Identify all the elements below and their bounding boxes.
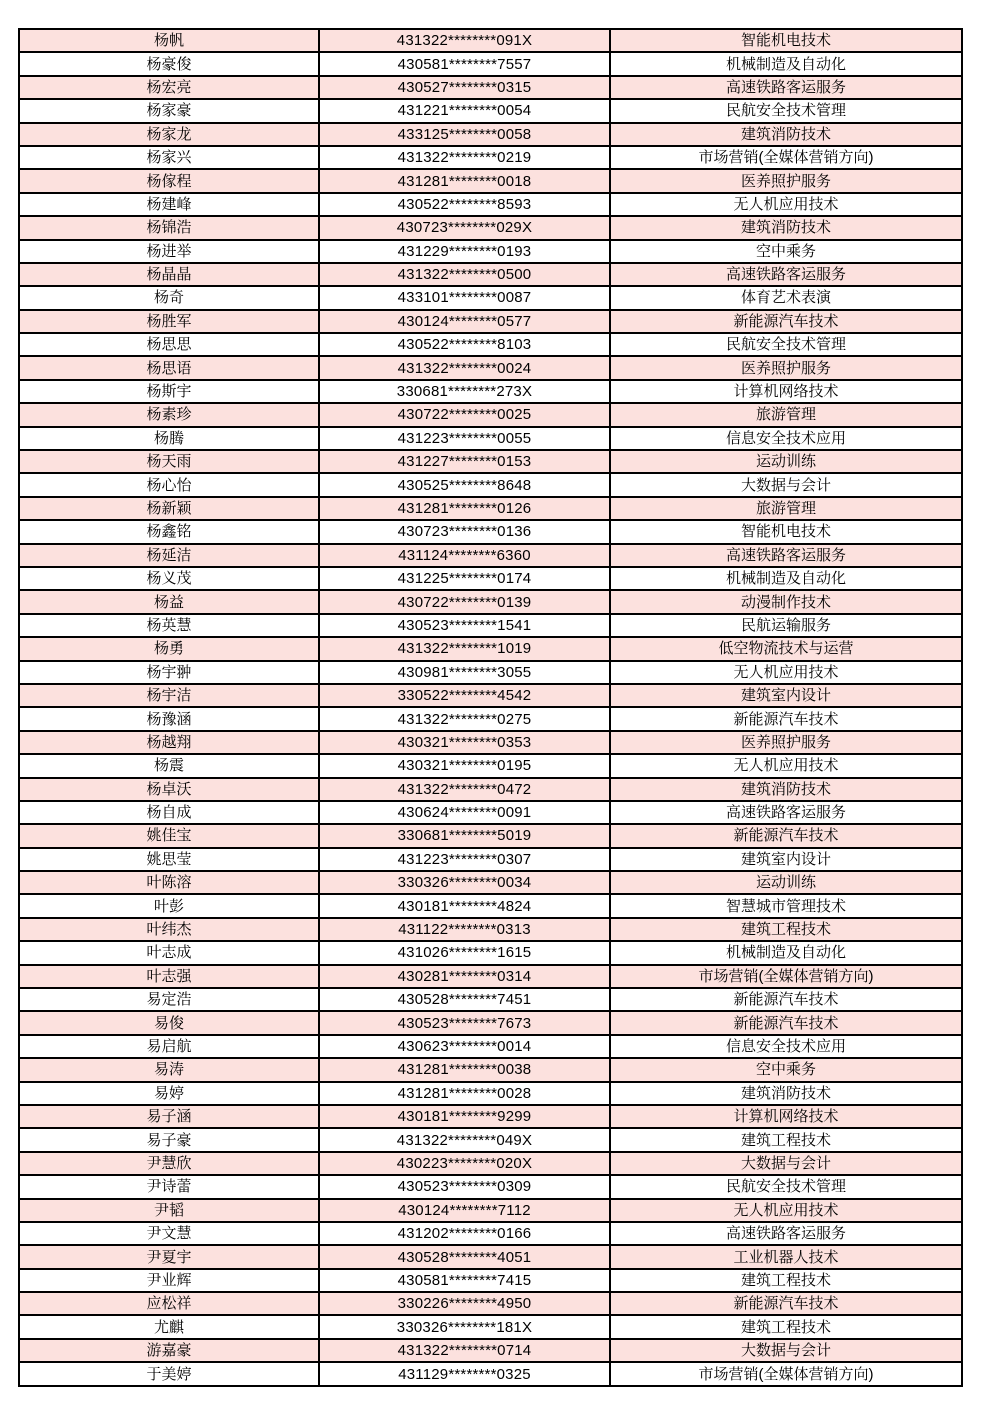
student-name-cell: 叶志强: [19, 965, 319, 988]
student-name-cell: 杨锦浩: [19, 216, 319, 239]
student-id-cell: 430581********7415: [319, 1269, 610, 1292]
student-id-cell: 330522********4542: [319, 684, 610, 707]
table-row: [19, 1222, 962, 1245]
student-name-cell: 杨思语: [19, 356, 319, 379]
student-name-cell: 杨思思: [19, 333, 319, 356]
student-id-cell: 430223********020X: [319, 1152, 610, 1175]
student-name-cell: 叶陈溶: [19, 871, 319, 894]
student-major-cell: 信息安全技术应用: [610, 1035, 962, 1058]
student-id-cell: 430523********1541: [319, 614, 610, 637]
student-major-cell: 计算机网络技术: [610, 380, 962, 403]
student-major-cell: 建筑工程技术: [610, 918, 962, 941]
student-major-cell: 建筑工程技术: [610, 1269, 962, 1292]
table-row: [19, 473, 962, 496]
student-id-cell: 433125********0058: [319, 123, 610, 146]
student-id-cell: 431229********0193: [319, 240, 610, 263]
student-name-cell: 尹夏宇: [19, 1245, 319, 1268]
table-row: [19, 520, 962, 543]
student-id-cell: 431322********091X: [319, 29, 610, 52]
table-row: [19, 356, 962, 379]
student-name-cell: 杨家豪: [19, 99, 319, 122]
student-name-cell: 杨义茂: [19, 567, 319, 590]
table-row: [19, 146, 962, 169]
student-id-cell: 330226********4950: [319, 1292, 610, 1315]
student-major-cell: 大数据与会计: [610, 1152, 962, 1175]
student-id-cell: 430181********4824: [319, 894, 610, 917]
student-major-cell: 旅游管理: [610, 497, 962, 520]
student-major-cell: 大数据与会计: [610, 473, 962, 496]
student-id-cell: 430722********0025: [319, 403, 610, 426]
student-id-cell: 430624********0091: [319, 801, 610, 824]
student-id-cell: 430281********0314: [319, 965, 610, 988]
student-name-cell: 杨宇洁: [19, 684, 319, 707]
student-major-cell: 智能机电技术: [610, 520, 962, 543]
table-row: [19, 965, 962, 988]
table-row: [19, 1152, 962, 1175]
table-row: [19, 1011, 962, 1034]
student-major-cell: 建筑室内设计: [610, 848, 962, 871]
student-id-cell: 330326********0034: [319, 871, 610, 894]
student-name-cell: 杨腾: [19, 427, 319, 450]
table-row: [19, 707, 962, 730]
student-name-cell: 杨延洁: [19, 544, 319, 567]
table-row: [19, 754, 962, 777]
student-id-cell: 430723********0136: [319, 520, 610, 543]
student-id-cell: 430522********8593: [319, 193, 610, 216]
table-row: [19, 286, 962, 309]
student-id-cell: 430525********8648: [319, 473, 610, 496]
student-major-cell: 建筑室内设计: [610, 684, 962, 707]
student-major-cell: 民航安全技术管理: [610, 99, 962, 122]
student-major-cell: 空中乘务: [610, 240, 962, 263]
student-major-cell: 新能源汽车技术: [610, 310, 962, 333]
student-id-cell: 430321********0195: [319, 754, 610, 777]
student-name-cell: 易涛: [19, 1058, 319, 1081]
student-name-cell: 叶志成: [19, 941, 319, 964]
table-row: [19, 544, 962, 567]
student-name-cell: 杨奇: [19, 286, 319, 309]
student-id-cell: 431322********0500: [319, 263, 610, 286]
student-name-cell: 于美婷: [19, 1362, 319, 1386]
student-major-cell: 工业机器人技术: [610, 1245, 962, 1268]
student-major-cell: 高速铁路客运服务: [610, 76, 962, 99]
student-major-cell: 新能源汽车技术: [610, 707, 962, 730]
student-id-cell: 431122********0313: [319, 918, 610, 941]
student-name-cell: 尹韬: [19, 1199, 319, 1222]
student-id-cell: 430523********7673: [319, 1011, 610, 1034]
student-major-cell: 无人机应用技术: [610, 1199, 962, 1222]
student-id-cell: 431322********0714: [319, 1339, 610, 1362]
student-major-cell: 智慧城市管理技术: [610, 894, 962, 917]
student-major-cell: 医养照护服务: [610, 356, 962, 379]
student-name-cell: 易婷: [19, 1082, 319, 1105]
student-id-cell: 430181********9299: [319, 1105, 610, 1128]
student-major-cell: 新能源汽车技术: [610, 988, 962, 1011]
student-name-cell: 尤麒: [19, 1315, 319, 1338]
student-major-cell: 机械制造及自动化: [610, 941, 962, 964]
student-id-cell: 330326********181X: [319, 1315, 610, 1338]
student-major-cell: 建筑消防技术: [610, 216, 962, 239]
student-major-cell: 无人机应用技术: [610, 661, 962, 684]
student-id-cell: 430523********0309: [319, 1175, 610, 1198]
table-row: [19, 801, 962, 824]
student-major-cell: 市场营销(全媒体营销方向): [610, 146, 962, 169]
student-id-cell: 431221********0054: [319, 99, 610, 122]
student-id-cell: 431026********1615: [319, 941, 610, 964]
table-row: [19, 637, 962, 660]
student-major-cell: 空中乘务: [610, 1058, 962, 1081]
student-name-cell: 应松祥: [19, 1292, 319, 1315]
student-id-cell: 430522********8103: [319, 333, 610, 356]
table-row: [19, 567, 962, 590]
student-major-cell: 低空物流技术与运营: [610, 637, 962, 660]
table-row: [19, 871, 962, 894]
table-row: [19, 848, 962, 871]
student-id-cell: 431322********0219: [319, 146, 610, 169]
table-row: [19, 169, 962, 192]
student-major-cell: 高速铁路客运服务: [610, 1222, 962, 1245]
table-row: [19, 1058, 962, 1081]
table-row: [19, 941, 962, 964]
table-row: [19, 614, 962, 637]
student-name-cell: 杨傢程: [19, 169, 319, 192]
student-major-cell: 建筑消防技术: [610, 778, 962, 801]
student-id-cell: 430623********0014: [319, 1035, 610, 1058]
student-id-cell: 330681********5019: [319, 824, 610, 847]
student-id-cell: 431281********0018: [319, 169, 610, 192]
table-row: [19, 193, 962, 216]
student-id-cell: 430581********7557: [319, 52, 610, 75]
student-name-cell: 尹业辉: [19, 1269, 319, 1292]
student-id-cell: 330681********273X: [319, 380, 610, 403]
student-id-cell: 430321********0353: [319, 731, 610, 754]
student-name-cell: 尹文慧: [19, 1222, 319, 1245]
table-row: [19, 1269, 962, 1292]
student-name-cell: 叶彭: [19, 894, 319, 917]
table-row: [19, 240, 962, 263]
student-id-cell: 430124********7112: [319, 1199, 610, 1222]
student-name-cell: 杨帆: [19, 29, 319, 52]
student-id-cell: 431124********6360: [319, 544, 610, 567]
student-id-cell: 431322********0472: [319, 778, 610, 801]
student-major-cell: 体育艺术表演: [610, 286, 962, 309]
student-id-cell: 431223********0055: [319, 427, 610, 450]
table-row: [19, 427, 962, 450]
student-major-cell: 动漫制作技术: [610, 590, 962, 613]
student-name-cell: 叶纬杰: [19, 918, 319, 941]
student-id-cell: 431322********0275: [319, 707, 610, 730]
table-row: [19, 824, 962, 847]
student-id-cell: 430723********029X: [319, 216, 610, 239]
student-major-cell: 市场营销(全媒体营销方向): [610, 965, 962, 988]
student-name-cell: 杨斯宇: [19, 380, 319, 403]
student-major-cell: 信息安全技术应用: [610, 427, 962, 450]
student-name-cell: 杨震: [19, 754, 319, 777]
student-major-cell: 民航安全技术管理: [610, 333, 962, 356]
student-id-cell: 430722********0139: [319, 590, 610, 613]
student-id-cell: 431281********0126: [319, 497, 610, 520]
student-name-cell: 杨豪俊: [19, 52, 319, 75]
table-row: [19, 1199, 962, 1222]
student-name-cell: 杨宇翀: [19, 661, 319, 684]
student-name-cell: 杨豫涵: [19, 707, 319, 730]
table-row: [19, 661, 962, 684]
student-name-cell: 姚思莹: [19, 848, 319, 871]
student-id-cell: 431202********0166: [319, 1222, 610, 1245]
student-name-cell: 杨宏亮: [19, 76, 319, 99]
student-major-cell: 计算机网络技术: [610, 1105, 962, 1128]
student-major-cell: 建筑工程技术: [610, 1128, 962, 1151]
table-row: [19, 52, 962, 75]
student-id-cell: 433101********0087: [319, 286, 610, 309]
student-name-cell: 易子豪: [19, 1128, 319, 1151]
table-row: [19, 76, 962, 99]
table-row: [19, 1245, 962, 1268]
student-id-cell: 430528********7451: [319, 988, 610, 1011]
student-major-cell: 建筑消防技术: [610, 1082, 962, 1105]
student-id-cell: 431322********049X: [319, 1128, 610, 1151]
student-major-cell: 旅游管理: [610, 403, 962, 426]
student-name-cell: 杨素珍: [19, 403, 319, 426]
student-major-cell: 医养照护服务: [610, 731, 962, 754]
student-major-cell: 市场营销(全媒体营销方向): [610, 1362, 962, 1386]
student-name-cell: 杨越翔: [19, 731, 319, 754]
student-name-cell: 杨新颖: [19, 497, 319, 520]
student-major-cell: 运动训练: [610, 450, 962, 473]
table-row: [19, 1082, 962, 1105]
student-name-cell: 杨心怡: [19, 473, 319, 496]
student-major-cell: 机械制造及自动化: [610, 567, 962, 590]
student-name-cell: 尹诗蕾: [19, 1175, 319, 1198]
student-name-cell: 杨晶晶: [19, 263, 319, 286]
table-row: [19, 1292, 962, 1315]
table-body: [19, 29, 962, 1386]
table-row: [19, 1035, 962, 1058]
table-row: [19, 216, 962, 239]
student-id-cell: 430527********0315: [319, 76, 610, 99]
student-name-cell: 杨家龙: [19, 123, 319, 146]
student-name-cell: 杨卓沃: [19, 778, 319, 801]
student-major-cell: 新能源汽车技术: [610, 824, 962, 847]
student-name-cell: 杨自成: [19, 801, 319, 824]
student-major-cell: 智能机电技术: [610, 29, 962, 52]
table-row: [19, 1339, 962, 1362]
student-name-cell: 易定浩: [19, 988, 319, 1011]
student-major-cell: 高速铁路客运服务: [610, 544, 962, 567]
student-major-cell: 建筑消防技术: [610, 123, 962, 146]
student-name-cell: 杨天雨: [19, 450, 319, 473]
student-id-cell: 431223********0307: [319, 848, 610, 871]
student-id-cell: 431281********0028: [319, 1082, 610, 1105]
table-row: [19, 310, 962, 333]
student-id-cell: 430528********4051: [319, 1245, 610, 1268]
student-name-cell: 杨鑫铭: [19, 520, 319, 543]
table-row: [19, 731, 962, 754]
student-major-cell: 民航运输服务: [610, 614, 962, 637]
student-major-cell: 新能源汽车技术: [610, 1011, 962, 1034]
student-name-cell: 杨勇: [19, 637, 319, 660]
student-major-cell: 新能源汽车技术: [610, 1292, 962, 1315]
student-name-cell: 易子涵: [19, 1105, 319, 1128]
table-row: [19, 1315, 962, 1338]
student-major-cell: 高速铁路客运服务: [610, 263, 962, 286]
table-row: [19, 450, 962, 473]
table-row: [19, 29, 962, 52]
student-id-cell: 431225********0174: [319, 567, 610, 590]
student-name-cell: 游嘉豪: [19, 1339, 319, 1362]
student-major-cell: 建筑工程技术: [610, 1315, 962, 1338]
table-row: [19, 988, 962, 1011]
table-row: [19, 1362, 962, 1386]
student-id-cell: 431129********0325: [319, 1362, 610, 1386]
student-major-cell: 无人机应用技术: [610, 754, 962, 777]
table-row: [19, 684, 962, 707]
student-name-cell: 杨胜军: [19, 310, 319, 333]
student-id-cell: 430124********0577: [319, 310, 610, 333]
student-id-cell: 430981********3055: [319, 661, 610, 684]
student-id-cell: 431322********0024: [319, 356, 610, 379]
student-name-cell: 易俊: [19, 1011, 319, 1034]
student-id-cell: 431227********0153: [319, 450, 610, 473]
table-row: [19, 1105, 962, 1128]
table-row: [19, 403, 962, 426]
table-row: [19, 918, 962, 941]
student-name-cell: 杨家兴: [19, 146, 319, 169]
student-major-cell: 无人机应用技术: [610, 193, 962, 216]
student-major-cell: 民航安全技术管理: [610, 1175, 962, 1198]
table-row: [19, 497, 962, 520]
student-name-cell: 易启航: [19, 1035, 319, 1058]
table-row: [19, 380, 962, 403]
table-row: [19, 123, 962, 146]
student-id-cell: 431322********1019: [319, 637, 610, 660]
table-row: [19, 1175, 962, 1198]
student-major-cell: 大数据与会计: [610, 1339, 962, 1362]
student-major-cell: 医养照护服务: [610, 169, 962, 192]
table-row: [19, 263, 962, 286]
table-row: [19, 99, 962, 122]
student-major-cell: 高速铁路客运服务: [610, 801, 962, 824]
student-name-cell: 尹慧欣: [19, 1152, 319, 1175]
table-row: [19, 333, 962, 356]
table-row: [19, 778, 962, 801]
student-name-cell: 杨英慧: [19, 614, 319, 637]
student-name-cell: 姚佳宝: [19, 824, 319, 847]
student-major-cell: 运动训练: [610, 871, 962, 894]
table-row: [19, 1128, 962, 1151]
student-major-cell: 机械制造及自动化: [610, 52, 962, 75]
student-name-cell: 杨益: [19, 590, 319, 613]
student-roster-table: [18, 28, 963, 1387]
student-name-cell: 杨进举: [19, 240, 319, 263]
table-row: [19, 894, 962, 917]
table-row: [19, 590, 962, 613]
student-id-cell: 431281********0038: [319, 1058, 610, 1081]
student-name-cell: 杨建峰: [19, 193, 319, 216]
